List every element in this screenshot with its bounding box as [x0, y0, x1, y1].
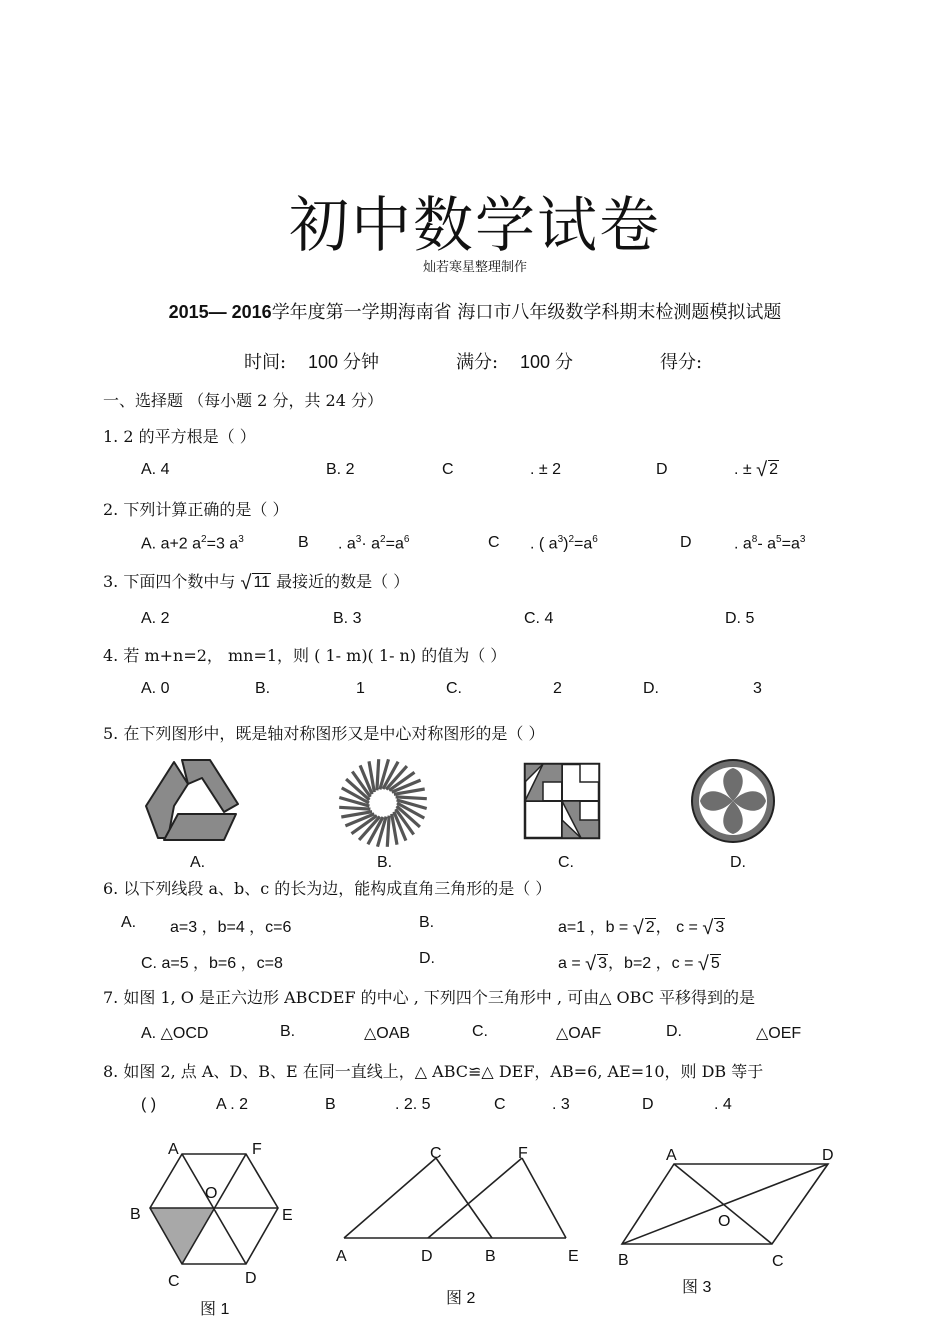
- q3-option-c: C. 4: [524, 610, 554, 627]
- exam-years: 2015— 2016: [168, 302, 272, 322]
- time-value: 100 分钟: [308, 352, 380, 372]
- q5-figure-d: [690, 758, 776, 844]
- q4-option-b-value: 1: [356, 680, 365, 697]
- q1-option-d-prefix: . ±: [734, 461, 752, 478]
- q3-stem-radicand: 11: [253, 574, 271, 591]
- q7-option-c: C.: [472, 1023, 488, 1040]
- q3-stem: [103, 569, 409, 592]
- q1-stem: 1. 2 的平方根是（ ）: [103, 427, 256, 446]
- subtitle: 灿若寒星整理制作: [422, 260, 527, 275]
- q2-b-part2: · a: [361, 535, 381, 553]
- q6-b-radicand2: 3: [715, 919, 725, 936]
- figure-3-parallelogram: [610, 1140, 850, 1300]
- q2-b-part3: =a: [385, 535, 404, 553]
- q6-d-radicand1: 3: [598, 955, 608, 972]
- fig2-label-a: A: [336, 1248, 347, 1265]
- q2-d-part3: =a: [781, 535, 800, 553]
- fig3-label-c: C: [772, 1253, 784, 1270]
- sunburst-ray: [387, 816, 389, 847]
- q2-option-c: C: [488, 534, 500, 551]
- q7-option-b-value: △OAB: [364, 1025, 411, 1042]
- q7-option-a: A. △OCD: [141, 1025, 209, 1042]
- q6-d-part2: ，b=2 ，c =: [608, 955, 694, 972]
- q2-d-exp2: 5: [776, 534, 782, 545]
- q1-option-a: A. 4: [141, 461, 170, 478]
- q2-d-exp1: 8: [751, 534, 758, 545]
- shaded-triangle-obc: [150, 1208, 214, 1264]
- q2-option-c-value: [530, 534, 598, 553]
- q2-a-exp1: 2: [201, 534, 207, 545]
- q8-option-b: B: [325, 1096, 336, 1113]
- q2-d-part1: . a: [734, 535, 752, 553]
- sqrt-symbol: [585, 955, 608, 973]
- fig2-label-e: E: [568, 1248, 579, 1265]
- q7-option-c-value: △OAF: [556, 1025, 602, 1042]
- sunburst-ray: [339, 807, 370, 809]
- score-value: 100 分: [520, 352, 574, 372]
- exam-heading: [0, 298, 950, 324]
- section-heading: 一、选择题 （每小题 2 分，共 24 分）: [103, 391, 383, 410]
- fig1-label-f: F: [252, 1141, 262, 1158]
- q2-d-exp3: 3: [799, 534, 806, 545]
- q2-b-exp1: 3: [355, 534, 362, 545]
- q2-d-part2: - a: [757, 535, 777, 553]
- q1-option-d-value: [734, 461, 779, 479]
- q2-a-part2: =3 a: [206, 535, 239, 553]
- q5-figure-c: [523, 762, 601, 840]
- fig2-label-d: D: [421, 1248, 433, 1265]
- q6-b-part1: a=1 ，b =: [558, 919, 629, 936]
- q2-c-part1: . ( a: [530, 535, 558, 553]
- q4-stem: 4. 若 m+n=2， mn=1，则 ( 1- m)( 1- n) 的值为（ ）: [103, 646, 507, 665]
- exam-heading-rest: 学年度第一学期海南省 海口市八年级数学科期末检测题模拟试题: [271, 302, 782, 323]
- q4-option-c-value: 2: [553, 680, 562, 697]
- fig3-label-o: O: [718, 1213, 731, 1230]
- q6-stem: 6. 以下列线段 a、b、c 的长为边，能构成直角三角形的是（ ）: [103, 879, 552, 898]
- q5-option-a: A.: [190, 854, 206, 871]
- q8-stem: 8. 如图 2, 点 A、D、B、E 在同一直线上，△ ABC≌△ DEF，AB=6, AE=10，则 DB 等于: [103, 1062, 764, 1081]
- fig2-label-b: B: [485, 1248, 496, 1265]
- score-label: 满分:: [456, 352, 499, 373]
- q5-option-c: C.: [558, 854, 574, 871]
- q1-option-c-value: . ± 2: [530, 461, 562, 478]
- q6-d-part1: a =: [558, 955, 581, 972]
- q5-option-b: B.: [377, 854, 393, 871]
- q2-a-part1: A. a+2 a: [141, 535, 202, 553]
- q2-c-exp2: 2: [568, 534, 575, 545]
- q6-option-c: C. a=5 ，b=6 ，c=8: [141, 955, 283, 972]
- q8-option-c: C: [494, 1096, 506, 1113]
- fig1-label-e: E: [282, 1207, 293, 1224]
- q4-option-d: D.: [643, 680, 659, 697]
- q2-stem: 2. 下列计算正确的是（ ）: [103, 500, 289, 519]
- page-title: 初中数学试卷: [289, 191, 661, 261]
- q1-option-c: C: [442, 461, 454, 478]
- q1-option-d-radicand: 2: [769, 461, 779, 478]
- q8-answer-paren: ( ): [141, 1096, 157, 1113]
- q3-stem-pre: 3. 下面四个数中与: [103, 572, 236, 591]
- q5-stem: 5. 在下列图形中，既是轴对称图形又是中心对称图形的是（ ）: [103, 724, 545, 743]
- sqrt-symbol: [756, 461, 779, 479]
- q2-option-d: D: [680, 534, 692, 551]
- sunburst-ray: [396, 797, 427, 799]
- q6-option-b-value: [558, 914, 725, 937]
- q3-option-d: D. 5: [725, 610, 755, 627]
- figure-2-triangles: [330, 1138, 590, 1310]
- q8-option-b-value: . 2. 5: [395, 1096, 431, 1113]
- q2-c-exp1: 3: [557, 534, 564, 545]
- q5-option-d: D.: [730, 854, 746, 871]
- q5-figure-b: [336, 756, 430, 850]
- figure-1-hexagon: [120, 1132, 310, 1318]
- q2-b-exp2: 2: [380, 534, 386, 545]
- q1-option-d: D: [656, 461, 668, 478]
- fig1-label-b: B: [130, 1206, 141, 1223]
- q2-option-a: [141, 534, 244, 553]
- fig2-caption: 图 2: [446, 1290, 476, 1307]
- q7-option-d-value: △OEF: [756, 1025, 802, 1042]
- q6-option-a-value: a=3 ，b=4 ，c=6: [170, 919, 292, 936]
- q6-option-d: D.: [419, 950, 435, 967]
- q8-option-d-value: . 4: [714, 1096, 732, 1113]
- q2-b-exp3: 6: [403, 534, 410, 545]
- q4-option-d-value: 3: [753, 680, 762, 697]
- q1-option-b: B. 2: [326, 461, 355, 478]
- fig2-label-f: F: [518, 1145, 528, 1162]
- q7-option-b: B.: [280, 1023, 296, 1040]
- q2-option-b-value: [338, 534, 409, 553]
- sunburst-ray: [377, 759, 379, 790]
- fig1-label-o: O: [205, 1185, 218, 1202]
- q6-b-radicand1: 2: [645, 919, 655, 936]
- q2-a-exp2: 3: [238, 534, 244, 545]
- q6-d-radicand2: 5: [710, 955, 720, 972]
- q8-option-a: A . 2: [216, 1096, 249, 1113]
- q3-option-a: A. 2: [141, 610, 170, 627]
- q6-option-a: A.: [121, 914, 137, 931]
- fig1-label-a: A: [168, 1141, 179, 1158]
- fig3-label-a: A: [666, 1147, 677, 1164]
- q6-b-part2: ， c =: [655, 919, 698, 936]
- time-label: 时间:: [244, 352, 287, 373]
- fig3-label-b: B: [618, 1252, 629, 1269]
- q2-option-b: B: [298, 534, 309, 551]
- fig3-caption: 图 3: [682, 1279, 712, 1296]
- q2-c-exp3: 6: [592, 534, 598, 545]
- fig1-label-d: D: [245, 1270, 257, 1287]
- q2-option-d-value: [734, 534, 805, 553]
- q6-option-d-value: [558, 950, 721, 973]
- q4-option-a: A. 0: [141, 680, 170, 697]
- sqrt-symbol: [698, 955, 721, 973]
- q3-stem-post: 最接近的数是（ ）: [276, 572, 410, 591]
- q2-b-part1: . a: [338, 535, 356, 553]
- q2-c-part3: =a: [574, 535, 593, 553]
- sqrt-symbol: [633, 919, 656, 937]
- got-label: 得分:: [660, 352, 703, 373]
- fig2-label-c: C: [430, 1145, 442, 1162]
- fig1-label-c: C: [168, 1273, 180, 1290]
- fig3-label-d: D: [822, 1147, 834, 1164]
- q8-option-d: D: [642, 1096, 654, 1113]
- q4-option-c: C.: [446, 680, 462, 697]
- q8-option-c-value: . 3: [552, 1096, 570, 1113]
- sqrt-symbol: [702, 919, 725, 937]
- q2-c-part2: ): [563, 535, 569, 553]
- q4-option-b: B.: [255, 680, 271, 697]
- q7-option-d: D.: [666, 1023, 682, 1040]
- fig1-caption: 图 1: [200, 1301, 230, 1318]
- sunburst-center: [371, 791, 395, 815]
- q3-option-b: B. 3: [333, 610, 362, 627]
- q7-stem: 7. 如图 1, O 是正六边形 ABCDEF 的中心 , 下列四个三角形中 , 可由△ OBC 平移得到的是: [103, 988, 756, 1007]
- q6-option-b: B.: [419, 914, 435, 931]
- q5-figure-a: [140, 756, 250, 848]
- sqrt-symbol: [240, 574, 271, 592]
